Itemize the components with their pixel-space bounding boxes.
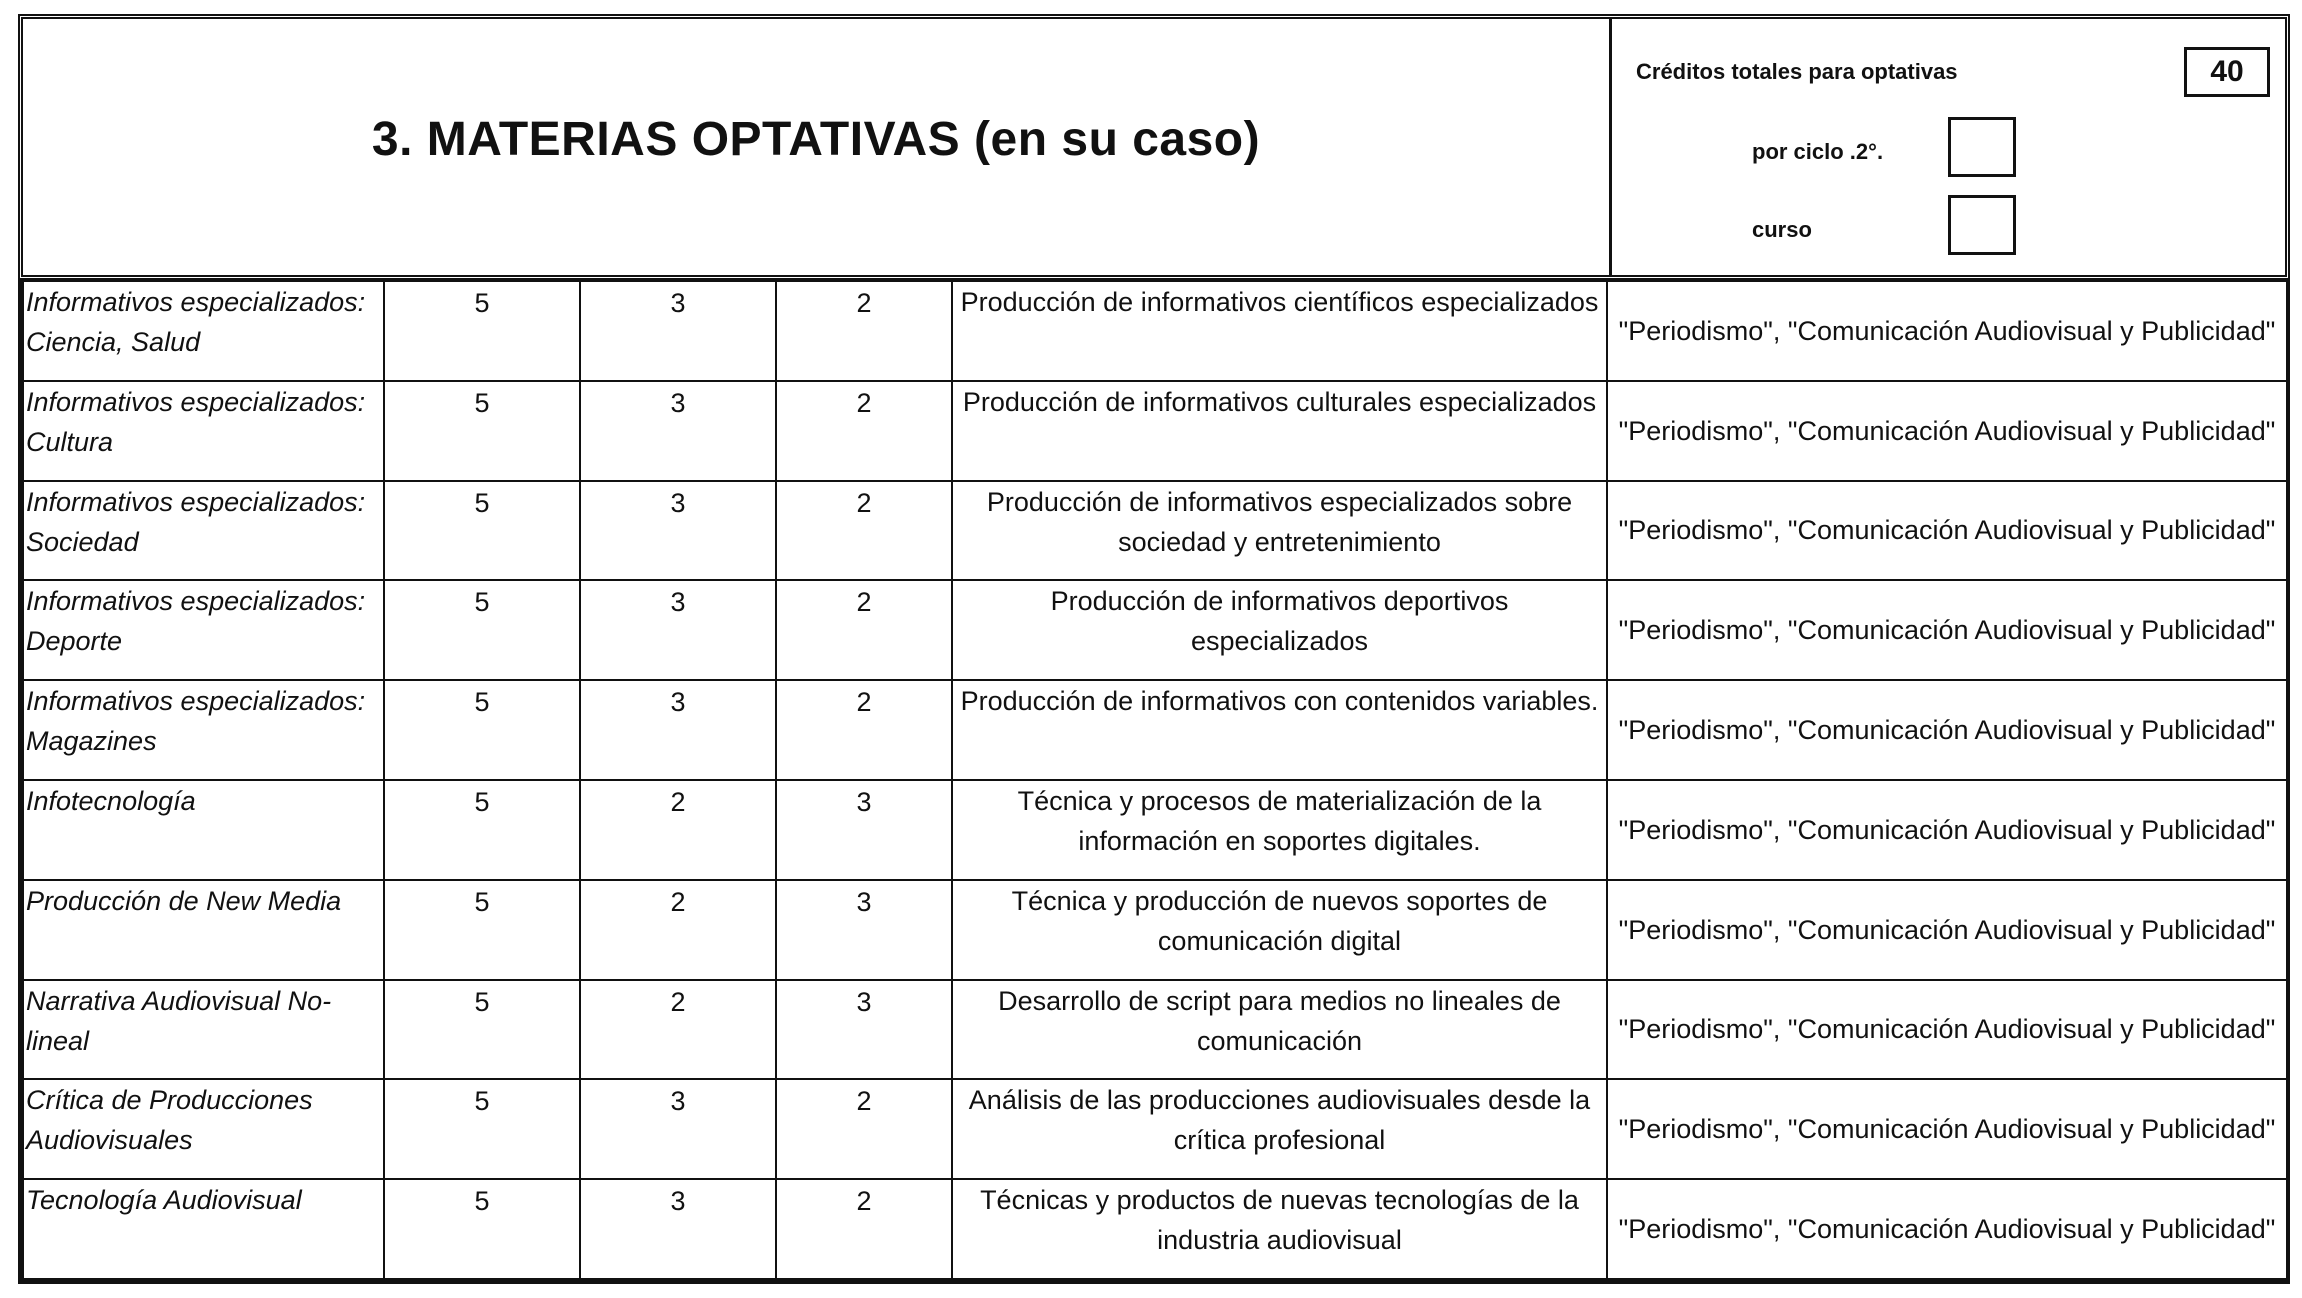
theory-credits: 2 xyxy=(580,880,776,980)
practice-credits: 2 xyxy=(776,1179,952,1279)
total-credits: 5 xyxy=(384,1079,580,1179)
practice-credits: 2 xyxy=(776,580,952,680)
subject-description: Técnicas y productos de nuevas tecnologías de la industria audiovisual xyxy=(952,1179,1607,1279)
subject-description: Producción de informativos científicos especializados xyxy=(952,281,1607,381)
theory-credits: 2 xyxy=(580,980,776,1080)
table-row xyxy=(23,980,2287,1080)
subjects-table xyxy=(22,280,2288,1280)
linked-degrees: "Periodismo", "Comunicación Audiovisual y Publicidad" xyxy=(1607,880,2287,980)
subject-description: Técnica y procesos de materialización de la información en soportes digitales. xyxy=(952,780,1607,880)
practice-credits: 3 xyxy=(776,980,952,1080)
theory-credits: 3 xyxy=(580,281,776,381)
total-credits: 5 xyxy=(384,880,580,980)
linked-degrees: "Periodismo", "Comunicación Audiovisual y Publicidad" xyxy=(1607,381,2287,481)
theory-credits: 2 xyxy=(580,780,776,880)
subject-name: Crítica de Producciones Audiovisuales xyxy=(23,1079,384,1179)
total-credits-value: 40 xyxy=(2210,55,2244,88)
practice-credits: 3 xyxy=(776,780,952,880)
linked-degrees: "Periodismo", "Comunicación Audiovisual y Publicidad" xyxy=(1607,1079,2287,1179)
theory-credits: 3 xyxy=(580,680,776,780)
table-row xyxy=(23,580,2287,680)
subject-description: Análisis de las producciones audiovisuales desde la crítica profesional xyxy=(952,1079,1607,1179)
subject-name: Producción de New Media xyxy=(23,880,384,980)
subject-name: Infotecnología xyxy=(23,780,384,880)
practice-credits: 2 xyxy=(776,481,952,581)
course-label: curso xyxy=(1752,217,1812,242)
section-header xyxy=(18,14,2290,280)
subject-name: Informativos especializados: Deporte xyxy=(23,580,384,680)
section-title: 3. MATERIAS OPTATIVAS (en su caso) xyxy=(371,112,1261,166)
total-credits-box xyxy=(2184,47,2270,97)
table-row xyxy=(23,780,2287,880)
linked-degrees: "Periodismo", "Comunicación Audiovisual y Publicidad" xyxy=(1607,481,2287,581)
subject-description: Producción de informativos deportivos especializados xyxy=(952,580,1607,680)
title-cell xyxy=(23,19,1609,275)
subject-name: Informativos especializados: Ciencia, Salud xyxy=(23,281,384,381)
subjects-table-wrap xyxy=(18,280,2290,1284)
per-cycle-label: por ciclo .2°. xyxy=(1752,139,1884,164)
table-row xyxy=(23,1079,2287,1179)
credits-panel xyxy=(1609,19,2285,275)
total-credits: 5 xyxy=(384,980,580,1080)
total-credits-label: Créditos totales para optativas xyxy=(1636,59,1958,84)
table-row xyxy=(23,1179,2287,1279)
table-row xyxy=(23,281,2287,381)
subject-name: Informativos especializados: Sociedad xyxy=(23,481,384,581)
subject-name: Informativos especializados: Magazines xyxy=(23,680,384,780)
theory-credits: 3 xyxy=(580,1179,776,1279)
linked-degrees: "Periodismo", "Comunicación Audiovisual y Publicidad" xyxy=(1607,580,2287,680)
practice-credits: 2 xyxy=(776,1079,952,1179)
subject-name: Tecnología Audiovisual xyxy=(23,1179,384,1279)
theory-credits: 3 xyxy=(580,580,776,680)
subject-description: Producción de informativos con contenidos variables. xyxy=(952,680,1607,780)
subject-description: Producción de informativos culturales especializados xyxy=(952,381,1607,481)
course-box xyxy=(1948,195,2016,255)
linked-degrees: "Periodismo", "Comunicación Audiovisual y Publicidad" xyxy=(1607,1179,2287,1279)
total-credits: 5 xyxy=(384,381,580,481)
theory-credits: 3 xyxy=(580,481,776,581)
practice-credits: 2 xyxy=(776,381,952,481)
subject-description: Producción de informativos especializados sobre sociedad y entretenimiento xyxy=(952,481,1607,581)
total-credits: 5 xyxy=(384,580,580,680)
linked-degrees: "Periodismo", "Comunicación Audiovisual y Publicidad" xyxy=(1607,980,2287,1080)
total-credits: 5 xyxy=(384,281,580,381)
table-row xyxy=(23,381,2287,481)
subject-description: Desarrollo de script para medios no lineales de comunicación xyxy=(952,980,1607,1080)
table-row xyxy=(23,880,2287,980)
total-credits: 5 xyxy=(384,481,580,581)
total-credits: 5 xyxy=(384,680,580,780)
subject-name: Informativos especializados: Cultura xyxy=(23,381,384,481)
practice-credits: 2 xyxy=(776,680,952,780)
theory-credits: 3 xyxy=(580,381,776,481)
subject-description: Técnica y producción de nuevos soportes de comunicación digital xyxy=(952,880,1607,980)
total-credits: 5 xyxy=(384,780,580,880)
linked-degrees: "Periodismo", "Comunicación Audiovisual y Publicidad" xyxy=(1607,780,2287,880)
subjects-table-body xyxy=(23,281,2287,1279)
table-row xyxy=(23,680,2287,780)
subject-name: Narrativa Audiovisual No-lineal xyxy=(23,980,384,1080)
linked-degrees: "Periodismo", "Comunicación Audiovisual y Publicidad" xyxy=(1607,680,2287,780)
total-credits: 5 xyxy=(384,1179,580,1279)
practice-credits: 3 xyxy=(776,880,952,980)
linked-degrees: "Periodismo", "Comunicación Audiovisual y Publicidad" xyxy=(1607,281,2287,381)
practice-credits: 2 xyxy=(776,281,952,381)
per-cycle-box xyxy=(1948,117,2016,177)
theory-credits: 3 xyxy=(580,1079,776,1179)
table-row xyxy=(23,481,2287,581)
